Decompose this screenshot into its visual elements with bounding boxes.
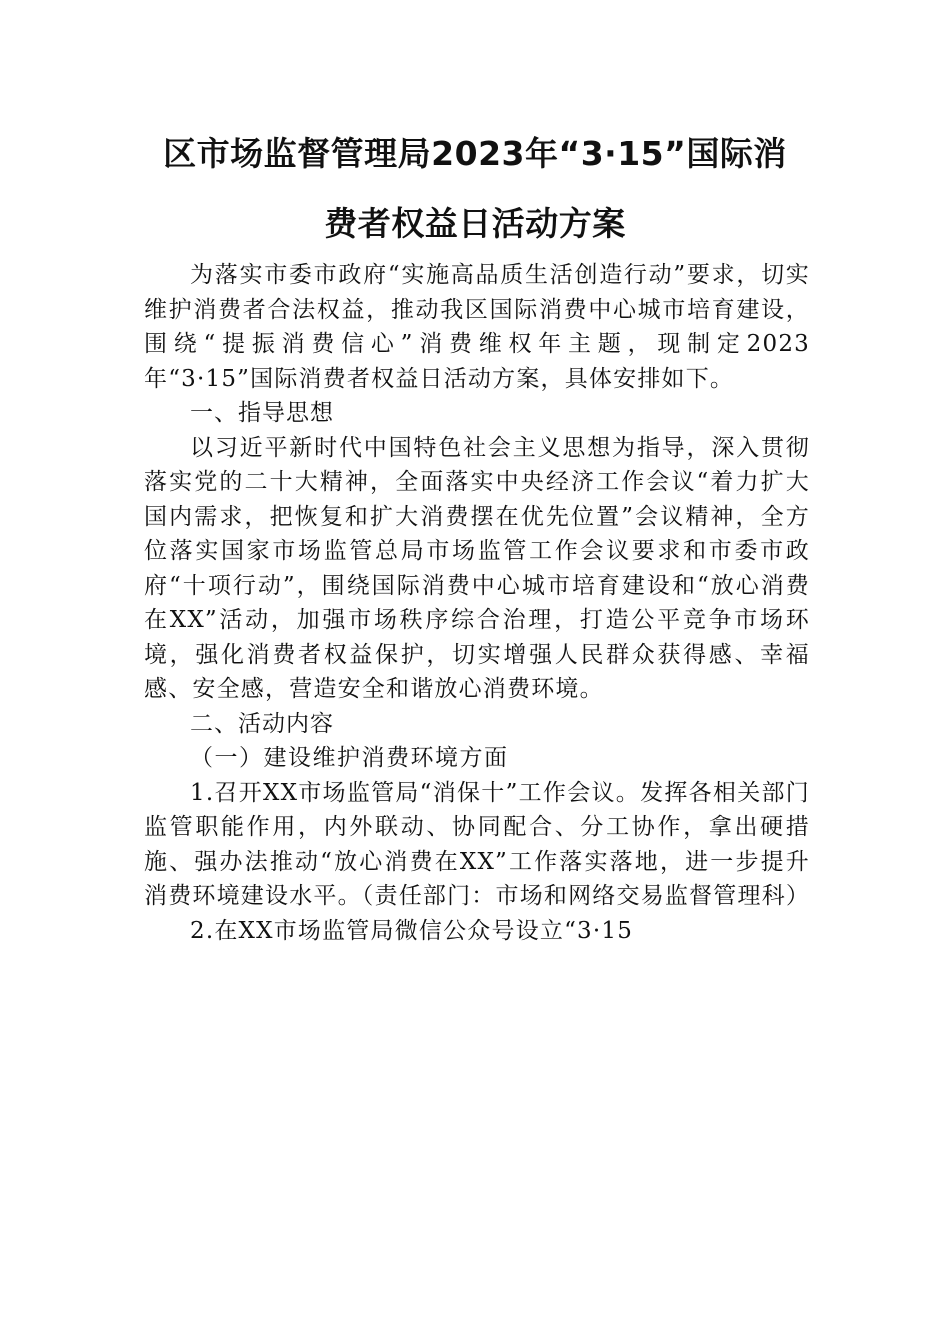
document-body	[144, 258, 810, 948]
section-1-heading: 一、指导思想	[190, 400, 334, 426]
subsection-1-heading: （一）建设维护消费环境方面	[190, 745, 509, 771]
section-1-paragraph: 以习近平新时代中国特色社会主义思想为指导，深入贯彻落实党的二十大精神，全面落实中央经济工作会议“着力扩大国内需求，把恢复和扩大消费摆在优先位置”会议精神，全方位落实国家市场监管总局市场监管工作会议要求和市委市政府“十项行动”，围绕国际消费中心城市培育建设和“放心消费在XX”活动，加强市场秩序综合治理，打造公平竞争市场环境，强化消费者权益保护，切实增强人民群众获得感、幸福感、安全感，营造安全和谐放心消费环境。	[144, 434, 810, 702]
section-2-heading: 二、活动内容	[190, 710, 334, 737]
document-title-line-2: 费者权益日活动方案	[324, 204, 626, 243]
item-2-paragraph: 2.在XX市场监管局微信公众号设立“3·15	[190, 917, 634, 944]
item-1-paragraph: 1.召开XX市场监管局“消保十”工作会议。发挥各相关部门监管职能作用，内外联动、协同配合、分工协作，拿出硬措施、强办法推动“放心消费在XX”工作落实落地，进一步提升消费环境建设水平。（责任部门：市场和网络交易监督管理科）	[144, 779, 811, 909]
document-title-line-1: 区市场监督管理局2023年“3·15”国际消	[163, 134, 787, 173]
intro-paragraph: 为落实市委市政府“实施高品质生活创造行动”要求，切实维护消费者合法权益，推动我区国际消费中心城市培育建设，围绕“提振消费信心”消费维权年主题，现制定2023年“3·15”国际消费者权益日活动方案，具体安排如下。	[144, 262, 810, 392]
